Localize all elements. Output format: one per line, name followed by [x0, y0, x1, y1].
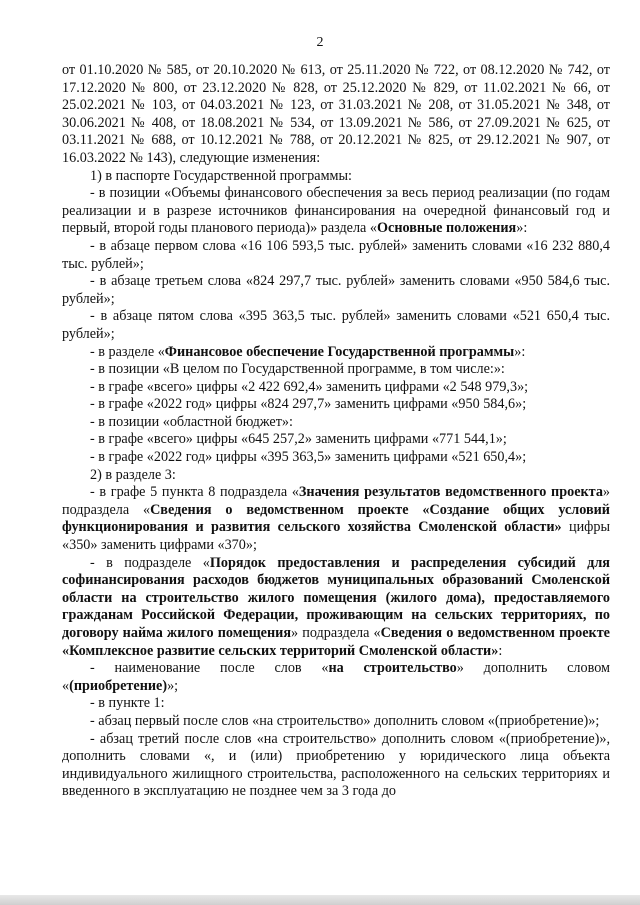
paragraph-subsidy-procedure: - в подразделе «Порядок предоставления и распределения субсидий для софинансирования расходов бюджетов муниципальных образований Смоленской области на строительство жилого помещения (жилого дома), предоставляемого гражданам Российской Федерации, проживающим на сельских территориях, по договору найма жилого помещения» подраздела «Сведения о ведомственном проекте «Комплексное развитие сельских территорий Смоленской области»:	[62, 554, 610, 659]
paragraph-total-all: - в графе «всего» цифры «2 422 692,4» заменить цифрами «2 548 979,3»;	[90, 378, 529, 395]
paragraph-item-1: - в пункте 1:	[90, 695, 165, 712]
paragraph-abzac-3: - в абзаце третьем слова «824 297,7 тыс. рублей» заменить словами «950 584,6 тыс. рублей»;	[62, 273, 610, 307]
paragraph-regional-2022: - в графе «2022 год» цифры «395 363,5» заменить цифрами «521 650,4»;	[90, 449, 527, 466]
paragraph-total-position: - в позиции «В целом по Государственной программе, в том числе:»:	[90, 361, 505, 378]
paragraph-abzac-1: - в абзаце первом слова «16 106 593,5 тыс. рублей» заменить словами «16 232 880,4 тыс. рублей»;	[62, 237, 610, 272]
page-bottom-edge	[0, 895, 640, 905]
paragraph-abzac-third-change: - абзац третий после слов «на строительство» дополнить словом «(приобретение)», дополнить словами «, и (или) приобретению у юридического лица объекта индивидуального жилищного строительства, расположенного на сельских территориях и введенного в эксплуатацию не позднее чем за 3 года до	[62, 730, 610, 800]
paragraph-abzac-first-change: - абзац первый после слов «на строительство» дополнить словом «(приобретение)»;	[90, 712, 600, 729]
paragraph-total-2022: - в графе «2022 год» цифры «824 297,7» заменить цифрами «950 584,6»;	[90, 396, 527, 413]
paragraph-passport: 1) в паспорте Государственной программы:	[90, 167, 353, 184]
page-number: 2	[316, 35, 324, 50]
document-body	[62, 62, 610, 801]
paragraph-title-change: - наименование после слов «на строительство» дополнить словом «(приобретение)»;	[62, 660, 610, 694]
paragraph-results-values: - в графе 5 пункта 8 подраздела «Значения результатов ведомственного проекта» подраздела «Сведения о ведомственном проекте «Создание общих условий функционирования и развития сельского хозяйства Смоленской области» цифры «350» заменить цифрами «370»;	[62, 484, 611, 554]
paragraph-regional-position: - в позиции «областной бюджет»:	[90, 413, 293, 430]
paragraph-regional-all: - в графе «всего» цифры «645 257,2» заменить цифрами «771 544,1»;	[90, 431, 507, 448]
paragraph-amendments-list: от 01.10.2020 № 585, от 20.10.2020 № 613, от 25.11.2020 № 722, от 08.12.2020 № 742, от 17.12.2020 № 800, от 23.12.2020 № 828, от 25.12.2020 № 829, от 11.02.2021 № 66, от 25.02.2021 № 103, от 04.03.2021 № 123, от 31.03.2021 № 208, от 31.05.2021 № 348, от 30.06.2021 № 408, от 18.08.2021 № 534, от 13.09.2021 № 586, от 27.09.2021 № 625, от 03.11.2021 № 688, от 10.12.2021 № 788, от 20.12.2021 № 825, от 29.12.2021 № 907, от 16.03.2022 № 143), следующие изменения:	[62, 62, 610, 166]
paragraph-funding-position: - в позиции «Объемы финансового обеспечения за весь период реализации (по годам реализации и в разрезе источников финансирования на очередной финансовый год и первый, второй годы планового периода)» раздела «Основные положения»:	[62, 185, 610, 237]
paragraph-abzac-5: - в абзаце пятом слова «395 363,5 тыс. рублей» заменить словами «521 650,4 тыс. рублей»;	[62, 308, 610, 342]
paragraph-financial-section: - в разделе «Финансовое обеспечение Государственной программы»:	[90, 343, 526, 360]
paragraph-section-3: 2) в разделе 3:	[90, 466, 176, 483]
